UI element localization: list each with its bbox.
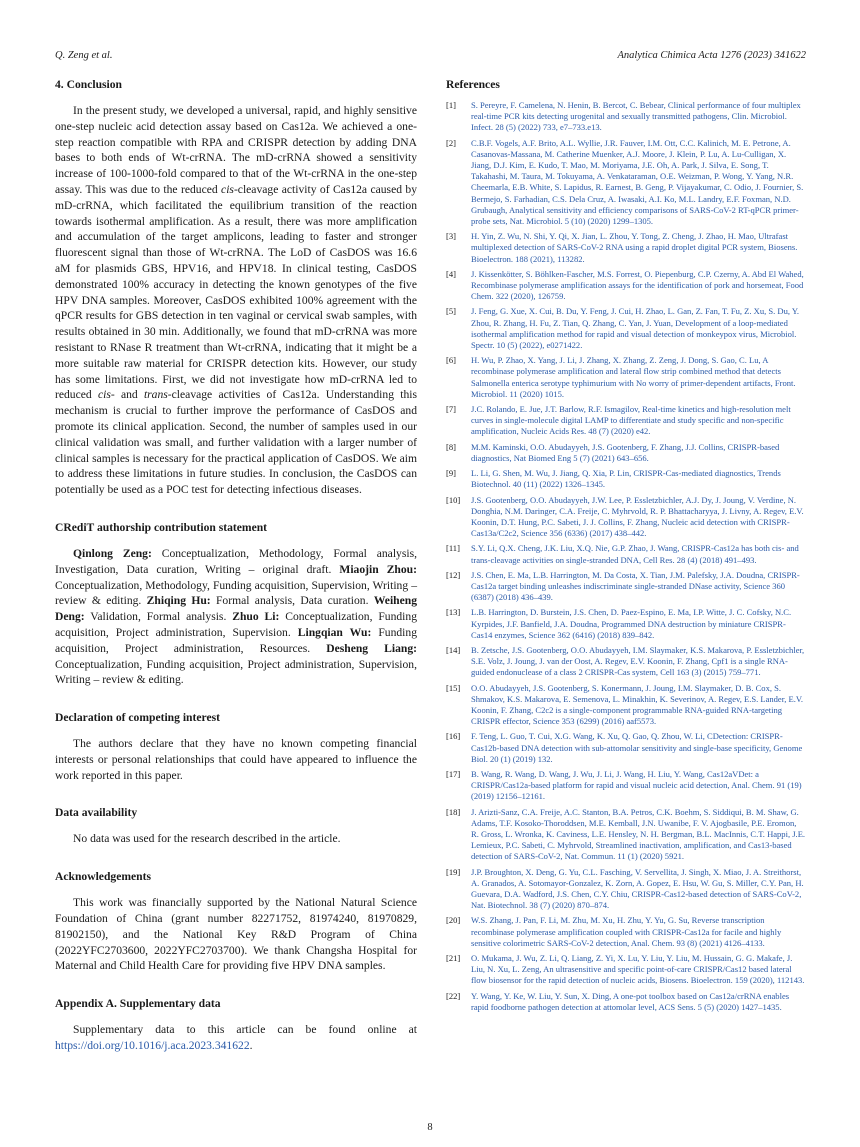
reference-text[interactable]: J. Kissenkötter, S. Böhlken-Fascher, M.S. Forrest, O. Piepenburg, C.P. Czerny, A. Abd El Wahed, Recombinase polymerase amplification assays for the identification of pork and horsemeat, Food Chem. 322 (2020), 126759. [471, 268, 804, 302]
running-header-journal: Analytica Chimica Acta 1276 (2023) 341622 [617, 50, 806, 61]
reference-number: [2] [446, 137, 456, 148]
reference-number: [14] [446, 644, 461, 655]
reference-text[interactable]: B. Wang, R. Wang, D. Wang, J. Wu, J. Li, J. Wang, H. Liu, Y. Wang, Cas12aVDet: a CRISPR/Cas12a-based platform for rapid and visual nucleic acid detection, Anal. Chem. 91 (19) (2019) 12156–12161. [471, 768, 802, 802]
conclusion-paragraph: In the present study, we developed a universal, rapid, and highly sensitive one-step nucleic acid detection assay based on Cas12a. We achieved a one-step reaction compatible with RPA and CRISPR detection by adding DNA bases to both ends of Wt-crRNA. The mD-crRNA showed a sensitivity increase of 100-1000-fold compared to that of the Wt-crRNA in the one-step assay. This was due to the reduced cis-cleavage activity of Cas12a caused by mD-crRNA, which facilitated the equilibrium transition of the reaction towards isothermal amplification. As a result, there was more amplification and accumulation of the target amplicons, leading to faster and stronger fluorescent signal than those of Wt-crRNA. The LoD of CasDOS was 16.6 aM for plasmids GBS, HPV16, and HPV18. In clinical testing, CasDOS demonstrated 100% accuracy in detecting the known genotypes of the five HPV DNA samples. Moreover, CasDOS exhibited 100% agreement with the qPCR results for GBS detection in ten vaginal or cervical swab samples, with results obtained in 30 min. Additionally, we found that mD-crRNA was more resistant to RNase R treatment than Wt-crRNA, indicating that it might be a more suitable raw material for CRISPR detection kits. However, our study has some limitations. First, we did not investigate how mD-crRNA led to reduced cis- and trans-cleavage activities of Cas12a. Understanding this mechanism is crucial to further improve the performance of CasDOS and promote its clinical application. Second, the number of samples used in our clinical validation was small, and further validation with a larger number of clinical samples is necessary for the practical application of CasDOS. We aim to address these limitations in future studies. In conclusion, the CasDOS can potentially be used as a POC test for detecting infectious diseases. [55, 104, 418, 497]
credit-heading: CRediT authorship contribution statement [55, 520, 268, 534]
right-column [446, 75, 806, 1017]
reference-text[interactable]: L.B. Harrington, D. Burstein, J.S. Chen, D. Paez-Espino, E. Ma, I.P. Witte, J. C. Cofsky, N.C. Kyrpides, J.F. Banfield, J.A. Doudna, Programmed DNA destruction by miniature CRISPR-Cas14 enzymes, Science 362 (6416) (2018) 839–842. [471, 607, 792, 640]
reference-item[interactable] [446, 807, 806, 863]
reference-item[interactable] [446, 645, 806, 679]
reference-text[interactable]: J.P. Broughton, X. Deng, G. Yu, C.L. Fasching, V. Servellita, J. Singh, X. Miao, J. A. Streithorst, A. Granados, A. Sotomayor-Gonzalez, K. Zorn, A. Gopez, E. Hsu, W. Gu, S. Miller, C.Y. Pan, H. Guevara, D.A. Wadford, J.S. Chen, C.Y. Chiu, CRISPR-Cas12-based detection of SARS-CoV-2, Nat. Biotechnol. 38 (7) (2020) 870–874. [471, 866, 804, 911]
reference-list [446, 100, 806, 1013]
reference-number: [12] [446, 569, 461, 580]
reference-text[interactable]: O.O. Abudayyeh, J.S. Gootenberg, S. Konermann, J. Joung, I.M. Slaymaker, D. B. Cox, S. Shmakov, K.S. Makarova, E. Semenova, L. Minakhin, K. Severinov, A. Regev, E.S. Lander, E.V. Koonin, F. Zhang, C2c2 is a single-component programmable RNA-guided RNA-targeting CRISPR effector, Science 353 (6299) (2016) aaf5573. [471, 682, 804, 727]
reference-text[interactable]: H. Wu, P. Zhao, X. Yang, J. Li, J. Zhang, X. Zhang, Z. Zeng, J. Dong, S. Gao, C. Lu, A recombinase polymerase amplification and lateral flow strip combined method that detects Salmonella enterica serotype typhimurium with No worry of primer-dependent artifacts, Front. Microbiol. 11 (2020) 1015. [471, 355, 796, 399]
reference-number: [11] [446, 543, 460, 554]
conclusion-heading: 4. Conclusion [55, 78, 123, 91]
acknowledgements-heading: Acknowledgements [55, 870, 151, 884]
competing-interest-heading: Declaration of competing interest [55, 711, 220, 725]
credit-paragraph: Qinlong Zeng: Conceptualization, Methodology, Formal analysis, Investigation, Data curation, Writing – original draft. Miaojin Zhou: Conceptualization, Methodology, Funding acquisition, Supervision, Writing – review & editing. Zhiqing Hu: Formal analysis, Data curation. Weiheng Deng: Validation, Formal analysis. Zhuo Li: Conceptualization, Funding acquisition, Project administration, Supervision. Lingqian Wu: Funding acquisition, Project administration, Resources. Desheng Liang: Conceptualization, Funding acquisition, Project administration, Supervision, Writing – review & editing. [55, 546, 418, 687]
reference-text[interactable]: J.S. Gootenberg, O.O. Abudayyeh, J.W. Lee, P. Essletzbichler, A.J. Dy, J. Joung, V. Verdine, N. Donghia, N.M. Daringer, C.A. Freije, C. Myhrvold, R. P. Bhattacharyya, J. Livny, A. Regev, E.V. Koonin, D.T. Hung, P.C. Sabeti, J. J. Collins, F. Zhang, Nucleic acid detection with CRISPR-Cas13a/C2c2, Science 356 (6336) (2017) 438–442. [471, 494, 804, 539]
appendix-text: Supplementary data to this article can be found online at https://doi.org/10.1016/j.aca.2023.341622. [55, 1023, 417, 1053]
reference-item[interactable] [446, 543, 806, 565]
reference-number: [8] [446, 441, 456, 452]
reference-text[interactable]: J.C. Rolando, E. Jue, J.T. Barlow, R.F. Ismagilov, Real-time kinetics and high-resolution melt curves in single-molecule digital LAMP to differentiate and study specific and non-specific amplification, Nucleic Acids Res. 48 (7) (2020) e42. [471, 404, 791, 437]
reference-item[interactable] [446, 468, 806, 490]
reference-number: [9] [446, 468, 456, 479]
left-column [55, 75, 417, 1066]
reference-text[interactable]: Y. Wang, Y. Ke, W. Liu, Y. Sun, X. Ding, A one-pot toolbox based on Cas12a/crRNA enables rapid foodborne pathogen detection at attomolar level, ACS Sens. 5 (5) (2020) 1427–1435. [471, 990, 790, 1012]
reference-number: [5] [446, 306, 456, 317]
reference-item[interactable] [446, 915, 806, 949]
references-heading: References [446, 78, 500, 91]
acknowledgements-text: This work was financially supported by the National Natural Science Foundation of China (grant number 82271752, 81974240, 81970829, 81902150), and the National Key R&D Program of China (2022YFC2703600, 2022YFC2703700). We thank Changsha Hospital for Maternal and Child Health Care for providing five HPV DNA samples. [55, 896, 417, 973]
reference-text[interactable]: J.S. Chen, E. Ma, L.B. Harrington, M. Da Costa, X. Tian, J.M. Palefsky, J.A. Doudna, CRISPR-Cas12a target binding unleashes indiscriminate single-stranded DNase activity, Science 360 (6387) (2018) 436–439. [471, 569, 800, 603]
reference-item[interactable] [446, 953, 806, 987]
reference-item[interactable] [446, 100, 806, 134]
reference-item[interactable] [446, 769, 806, 803]
reference-item[interactable] [446, 355, 806, 400]
reference-item[interactable] [446, 991, 806, 1013]
reference-number: [22] [446, 990, 461, 1001]
reference-number: [19] [446, 866, 461, 877]
reference-item[interactable] [446, 607, 806, 641]
page-number: 8 [427, 1122, 433, 1133]
reference-number: [7] [446, 404, 456, 415]
reference-number: [18] [446, 806, 461, 817]
reference-number: [21] [446, 953, 461, 964]
reference-number: [15] [446, 682, 461, 693]
reference-number: [3] [446, 231, 456, 242]
reference-item[interactable] [446, 867, 806, 912]
reference-number: [16] [446, 731, 461, 742]
reference-item[interactable] [446, 404, 806, 438]
reference-text[interactable]: O. Mukama, J. Wu, Z. Li, Q. Liang, Z. Yi, X. Lu, Y. Liu, Y. Liu, M. Hussain, G. G. Makafe, J. Liu, N. Xu, L. Zeng, An ultrasensitive and specific point-of-care CRISPR/Cas12 based lateral flow biosensor for the rapid detection of nucleic acids, Biosens. Bioelectron. 159 (2020), 112143. [471, 953, 805, 986]
reference-item[interactable] [446, 269, 806, 303]
reference-text[interactable]: C.B.F. Vogels, A.F. Brito, A.L. Wyllie, J.R. Fauver, I.M. Ott, C.C. Kalinich, M. E. Petrone, A. Casanovas-Massana, M. Catherine Muenker, A.J. Moore, J. Klein, P. Lu, A. Lu-Culligan, X. Jiang, D.J. Kim, E. Kudo, T. Mao, M. Moriyama, J.E. Oh, A. Park, J. Silva, E. Song, T. Takahashi, M. Taura, M. Tokuyama, A. Venkataraman, O.E. Weizman, P. Wong, Y. Yang, N.R. Cheemarla, E.B. White, S. Lapidus, R. Earnest, B. Geng, P. Vijayakumar, C. Odio, J. Fournier, S. Bermejo, S. Farhadian, C.S. Dela Cruz, A. Iwasaki, A.I. Ko, M.L. Landry, E.F. Foxman, N.D. Grubaugh, Analytical sensitivity and efficiency comparisons of SARS-CoV-2 RT-qPCR primer-probe sets, Nat. Microbiol. 5 (10) (2020) 1299–1305. [471, 137, 804, 227]
reference-item[interactable] [446, 683, 806, 728]
reference-text[interactable]: J. Arizti-Sanz, C.A. Freije, A.C. Stanton, B.A. Petros, C.K. Boehm, S. Siddiqui, B. M. Shaw, G. Adams, T.F. Kosoko-Thoroddsen, M.E. Kemball, J.N. Uwanibe, F. V. Ajogbasile, P.E. Eromon, R. Gross, L. Wronka, K. Caviness, L.E. Hensley, N. H. Bergman, B.L. MacInnis, C.T. Happi, J.E. Lemieux, P.C. Sabeti, C. Myhrvold, Streamlined inactivation, amplification, and Cas13-based detection of SARS-CoV-2, Nat. Commun. 11 (1) (2020) 5921. [471, 806, 806, 862]
reference-text[interactable]: S. Pereyre, F. Camelena, N. Henin, B. Bercot, C. Bebear, Clinical performance of four multiplex real-time PCR kits detecting urogenital and sexually transmitted pathogens, Clin. Microbiol. Infect. 28 (5) (2022) 733, e7–733.e13. [471, 100, 801, 133]
reference-text[interactable]: J. Feng, G. Xue, X. Cui, B. Du, Y. Feng, J. Cui, H. Zhao, L. Gan, Z. Fan, T. Fu, Z. Xu, S. Du, Y. Zhou, R. Zhang, H. Fu, Z. Tian, Q. Zhang, C. Yan, J. Yuan, Development of a loop-mediated isothermal amplification method for rapid and visual detection of monkeypox virus, Microbiol. Spectr. 10 (5) (2022), e0271422. [471, 306, 800, 351]
reference-text[interactable]: B. Zetsche, J.S. Gootenberg, O.O. Abudayyeh, I.M. Slaymaker, K.S. Makarova, P. Essletzbichler, S.E. Volz, J. Joung, J. van der Oost, A. Regev, E.V. Koonin, F. Zhang, Cpf1 is a single RNA-guided endonuclease of a class 2 CRISPR-Cas system, Cell 163 (3) (2015) 759–771. [471, 644, 805, 678]
reference-number: [10] [446, 494, 461, 505]
reference-item[interactable] [446, 442, 806, 464]
reference-text[interactable]: S.Y. Li, Q.X. Cheng, J.K. Liu, X.Q. Nie, G.P. Zhao, J. Wang, CRISPR-Cas12a has both cis- and trans-cleavage activities on single-stranded DNA, Cell Res. 28 (4) (2018) 491–493. [471, 543, 799, 565]
reference-text[interactable]: M.M. Kaminski, O.O. Abudayyeh, J.S. Gootenberg, F. Zhang, J.J. Collins, CRISPR-based diagnostics, Nat Biomed Eng 5 (7) (2021) 643–656. [471, 441, 780, 463]
appendix-heading: Appendix A. Supplementary data [55, 997, 221, 1011]
reference-text[interactable]: F. Teng, L. Guo, T. Cui, X.G. Wang, K. Xu, Q. Gao, Q. Zhou, W. Li, CDetection: CRISPR-Cas12b-based DNA detection with sub-attomolar sensitivity and single-base specificity, Genome Biol. 20 (1) (2019) 132. [471, 731, 803, 764]
running-header-authors: Q. Zeng et al. [55, 50, 113, 61]
reference-number: [6] [446, 355, 456, 366]
reference-item[interactable] [446, 731, 806, 765]
reference-text[interactable]: L. Li, G. Shen, M. Wu, J. Jiang, Q. Xia, P. Lin, CRISPR-Cas-mediated diagnostics, Trends Biotechnol. 40 (11) (2022) 1326–1345. [471, 468, 781, 490]
reference-item[interactable] [446, 570, 806, 604]
doi-link[interactable]: https://doi.org/10.1016/j.aca.2023.341622 [55, 1039, 250, 1053]
reference-item[interactable] [446, 495, 806, 540]
data-availability-heading: Data availability [55, 806, 138, 820]
reference-number: [17] [446, 768, 461, 779]
reference-item[interactable] [446, 306, 806, 351]
reference-text[interactable]: W.S. Zhang, J. Pan, F. Li, M. Zhu, M. Xu, H. Zhu, Y. Yu, G. Su, Reverse transcription recombinase polymerase amplification coupled with CRISPR-Cas12a for facile and highly sensitive colorimetric SARS-CoV-2 detection, Anal. Chem. 93 (8) (2021) 4126–4133. [471, 915, 782, 948]
reference-item[interactable] [446, 138, 806, 228]
reference-number: [1] [446, 100, 456, 110]
reference-number: [4] [446, 268, 456, 279]
competing-interest-text: The authors declare that they have no known competing financial interests or personal relationships that could have appeared to influence the work reported in this paper. [55, 737, 417, 782]
data-availability-text: No data was used for the research described in the article. [73, 832, 341, 846]
reference-text[interactable]: H. Yin, Z. Wu, N. Shi, Y. Qi, X. Jian, L. Zhou, Y. Tong, Z. Cheng, J. Zhao, H. Mao, Ultrafast multiplexed detection of SARS-CoV-2 RNA using a rapid droplet digital PCR system, Biosens. Bioelectron. 188 (2021), 113282. [471, 231, 798, 264]
reference-item[interactable] [446, 231, 806, 265]
reference-number: [13] [446, 607, 461, 618]
reference-number: [20] [446, 915, 461, 926]
